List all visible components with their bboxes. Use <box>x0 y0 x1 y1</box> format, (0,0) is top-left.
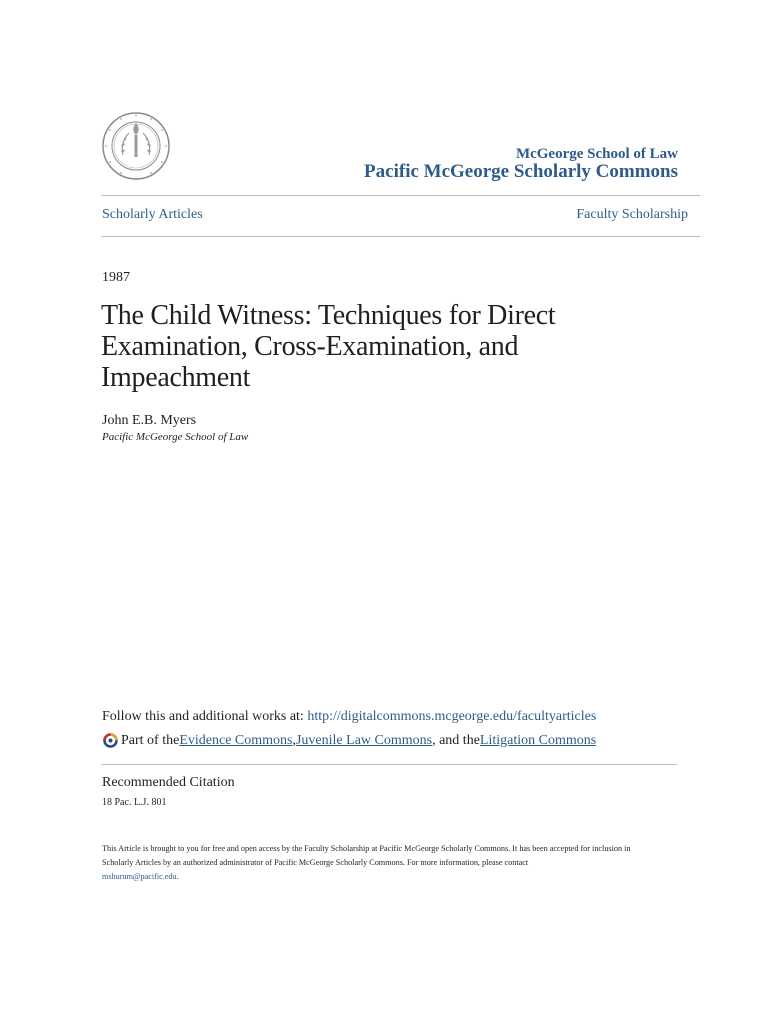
part-of-prefix: Part of the <box>121 732 180 748</box>
commons-separator: , <box>292 732 296 748</box>
notice-end: . <box>176 872 179 881</box>
follow-line <box>102 709 596 725</box>
header-divider <box>101 195 700 196</box>
faculty-scholarship-link[interactable]: Faculty Scholarship <box>576 207 688 222</box>
publication-year: 1987 <box>102 270 130 285</box>
evidence-commons-link[interactable]: Evidence Commons <box>179 732 293 748</box>
collection-url-link[interactable]: http://digitalcommons.mcgeorge.edu/facultyarticles <box>307 709 597 724</box>
author-affiliation: Pacific McGeorge School of Law <box>102 431 249 443</box>
contact-email-link[interactable]: mshurum@pacific.edu <box>102 872 177 881</box>
notice-text: This Article is brought to you for free and open access by the Faculty Scholarship at Pacific McGeorge Scholarly Commons. It has been accepted for inclusion in Scholarly Articles by an authorized administrator of Pacific McGeorge Scholarly Commons. For more information, please contact <box>102 844 631 867</box>
commons-network-icon <box>102 732 119 749</box>
repository-name[interactable]: Pacific McGeorge Scholarly Commons <box>364 161 678 182</box>
commons-separator-and: , and the <box>432 732 480 748</box>
scholarly-articles-link[interactable]: Scholarly Articles <box>102 207 203 222</box>
university-seal-icon <box>101 111 171 181</box>
follow-prefix: Follow this and additional works at: <box>102 709 308 724</box>
access-notice <box>102 842 662 884</box>
institution-name[interactable]: McGeorge School of Law <box>515 146 678 162</box>
part-of-line <box>102 732 596 749</box>
juvenile-law-commons-link[interactable]: Juvenile Law Commons <box>295 732 433 748</box>
citation-divider <box>101 764 677 765</box>
recommended-citation-heading: Recommended Citation <box>102 775 235 790</box>
author-name: John E.B. Myers <box>102 413 197 428</box>
litigation-commons-link[interactable]: Litigation Commons <box>479 732 597 748</box>
nav-divider <box>101 236 700 237</box>
citation-text: 18 Pac. L.J. 801 <box>102 797 167 808</box>
article-title: The Child Witness: Techniques for Direct Examination, Cross-Examination, and Impeachment <box>101 300 556 393</box>
